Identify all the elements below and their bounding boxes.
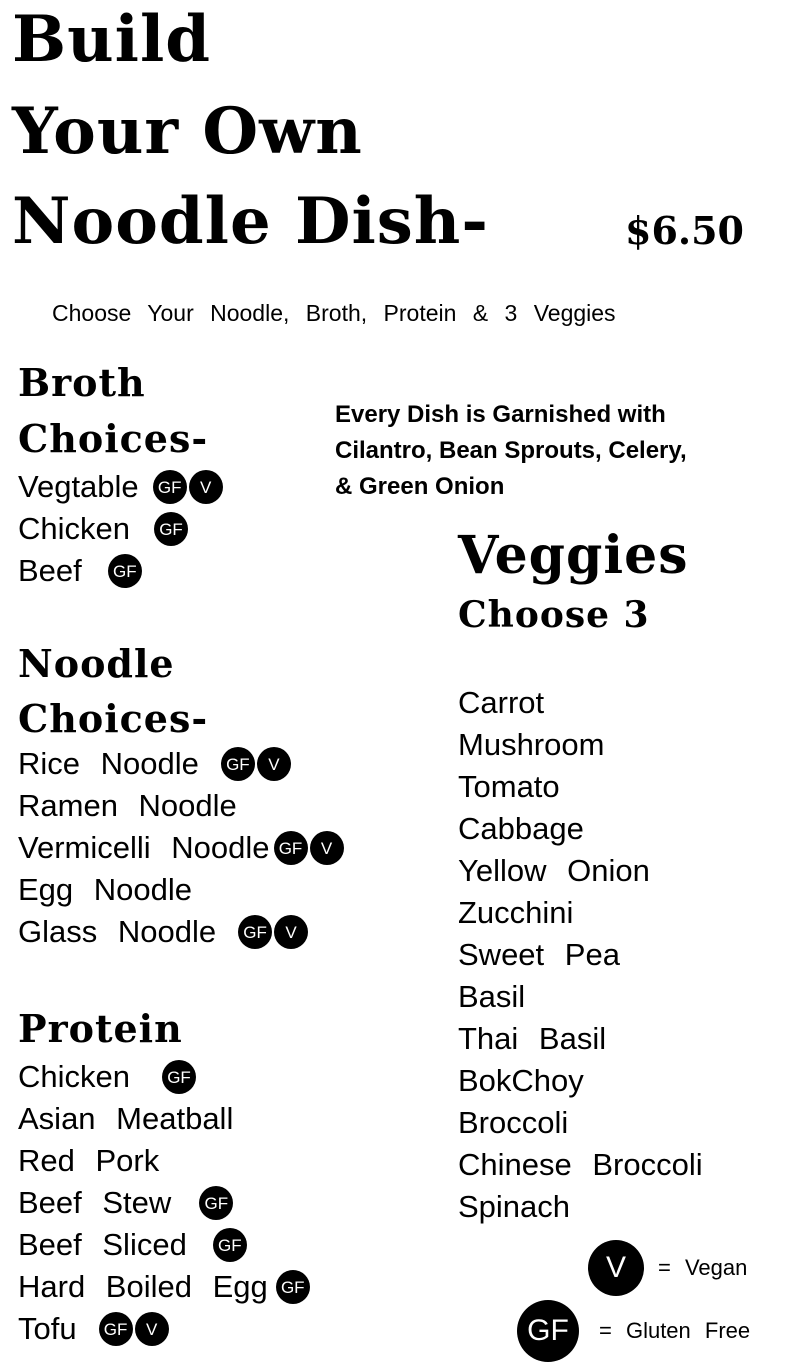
veggie-item: Carrot bbox=[458, 685, 545, 720]
vegan-legend-label: = Vegan bbox=[658, 1255, 748, 1280]
diet-badges bbox=[199, 1186, 233, 1220]
veggie-item: Cabbage bbox=[458, 811, 584, 846]
garnish-line-2: Cilantro, Bean Sprouts, Celery, bbox=[335, 437, 687, 464]
broth-item-label: Chicken bbox=[18, 511, 130, 546]
veggie-item: Tomato bbox=[458, 769, 560, 804]
noodle-item-glass bbox=[18, 911, 344, 953]
diet-badges bbox=[238, 915, 308, 949]
veggie-item: Chinese Broccoli bbox=[458, 1147, 703, 1182]
price: $6.50 bbox=[625, 208, 744, 253]
protein-item-label: Beef Sliced bbox=[18, 1227, 187, 1262]
veggies-subheading: Choose 3 bbox=[458, 594, 650, 636]
gluten-free-badge: GF bbox=[276, 1270, 310, 1304]
noodle-heading-1: Noodle bbox=[18, 641, 175, 686]
vegan-badge: V bbox=[310, 831, 344, 865]
diet-badges bbox=[108, 554, 142, 588]
protein-item-label: Asian Meatball bbox=[18, 1101, 234, 1136]
veggie-item: Spinach bbox=[458, 1189, 571, 1224]
protein-list bbox=[18, 1056, 310, 1350]
protein-item-label: Beef Stew bbox=[18, 1185, 172, 1220]
title-line-3: Noodle Dish- bbox=[12, 184, 489, 259]
gluten-free-legend-label: = Gluten Free bbox=[599, 1318, 751, 1343]
legend-gluten-free bbox=[517, 1300, 750, 1362]
veggie-item: Zucchini bbox=[458, 895, 574, 930]
legend-vegan bbox=[588, 1240, 747, 1296]
vegan-legend-badge: V bbox=[588, 1240, 644, 1296]
noodle-item-label: Rice Noodle bbox=[18, 746, 199, 781]
diet-badges bbox=[153, 470, 223, 504]
broth-item-vegtable bbox=[18, 466, 223, 508]
veggie-item: BokChoy bbox=[458, 1063, 584, 1098]
noodle-item-label: Egg Noodle bbox=[18, 872, 193, 907]
noodle-item-label: Glass Noodle bbox=[18, 914, 217, 949]
gluten-free-legend-badge: GF bbox=[517, 1300, 579, 1362]
protein-item-chicken bbox=[18, 1056, 310, 1098]
broth-heading-2: Choices- bbox=[18, 416, 209, 461]
vegan-badge: V bbox=[257, 747, 291, 781]
broth-item-chicken bbox=[18, 508, 223, 550]
veggies-list bbox=[458, 682, 703, 1228]
title-line-2: Your Own bbox=[12, 94, 363, 169]
diet-badges bbox=[213, 1228, 247, 1262]
gluten-free-badge: GF bbox=[274, 831, 308, 865]
diet-badges bbox=[99, 1312, 169, 1346]
diet-badges bbox=[154, 512, 188, 546]
protein-item-label: Chicken bbox=[18, 1059, 130, 1094]
diet-badges bbox=[276, 1270, 310, 1304]
protein-item-tofu bbox=[18, 1308, 310, 1350]
protein-item-beef-stew bbox=[18, 1182, 310, 1224]
garnish-note bbox=[335, 397, 795, 505]
gluten-free-badge: GF bbox=[99, 1312, 133, 1346]
subtitle: Choose Your Noodle, Broth, Protein & 3 Veggies bbox=[52, 300, 616, 326]
gluten-free-badge: GF bbox=[154, 512, 188, 546]
garnish-line-3: & Green Onion bbox=[335, 473, 505, 500]
diet-badges bbox=[274, 831, 344, 865]
protein-item-label: Hard Boiled Egg bbox=[18, 1269, 268, 1304]
protein-item-red-pork bbox=[18, 1140, 310, 1182]
noodle-item-label: Ramen Noodle bbox=[18, 788, 237, 823]
gluten-free-badge: GF bbox=[162, 1060, 196, 1094]
broth-heading-1: Broth bbox=[18, 360, 146, 405]
title-line-1: Build bbox=[12, 2, 211, 77]
veggie-item: Basil bbox=[458, 979, 526, 1014]
vegan-badge: V bbox=[189, 470, 223, 504]
broth-item-label: Beef bbox=[18, 553, 82, 588]
gluten-free-badge: GF bbox=[238, 915, 272, 949]
noodle-item-vermicelli bbox=[18, 827, 344, 869]
diet-badges bbox=[221, 747, 291, 781]
protein-item-asian-meatball bbox=[18, 1098, 310, 1140]
noodle-item-egg bbox=[18, 869, 344, 911]
diet-badges bbox=[162, 1060, 196, 1094]
protein-item-label: Tofu bbox=[18, 1311, 77, 1346]
gluten-free-badge: GF bbox=[221, 747, 255, 781]
gluten-free-badge: GF bbox=[153, 470, 187, 504]
broth-item-label: Vegtable bbox=[18, 469, 139, 504]
noodle-item-label: Vermicelli Noodle bbox=[18, 830, 270, 865]
protein-item-label: Red Pork bbox=[18, 1143, 160, 1178]
veggie-item: Mushroom bbox=[458, 727, 605, 762]
veggie-item: Sweet Pea bbox=[458, 937, 620, 972]
noodle-heading-2: Choices- bbox=[18, 696, 209, 741]
veggie-item: Thai Basil bbox=[458, 1021, 607, 1056]
veggie-item: Yellow Onion bbox=[458, 853, 650, 888]
vegan-badge: V bbox=[274, 915, 308, 949]
veggie-item: Broccoli bbox=[458, 1105, 569, 1140]
gluten-free-badge: GF bbox=[199, 1186, 233, 1220]
noodle-item-ramen bbox=[18, 785, 344, 827]
protein-item-hard-boiled-egg bbox=[18, 1266, 310, 1308]
noodle-item-rice bbox=[18, 743, 344, 785]
broth-item-beef bbox=[18, 550, 223, 592]
veggies-heading: Veggies bbox=[458, 525, 689, 586]
vegan-badge: V bbox=[135, 1312, 169, 1346]
broth-list bbox=[18, 466, 223, 592]
garnish-line-1: Every Dish is Garnished with bbox=[335, 401, 666, 428]
protein-item-beef-sliced bbox=[18, 1224, 310, 1266]
gluten-free-badge: GF bbox=[108, 554, 142, 588]
noodle-list bbox=[18, 743, 344, 953]
protein-heading: Protein bbox=[18, 1006, 183, 1051]
gluten-free-badge: GF bbox=[213, 1228, 247, 1262]
